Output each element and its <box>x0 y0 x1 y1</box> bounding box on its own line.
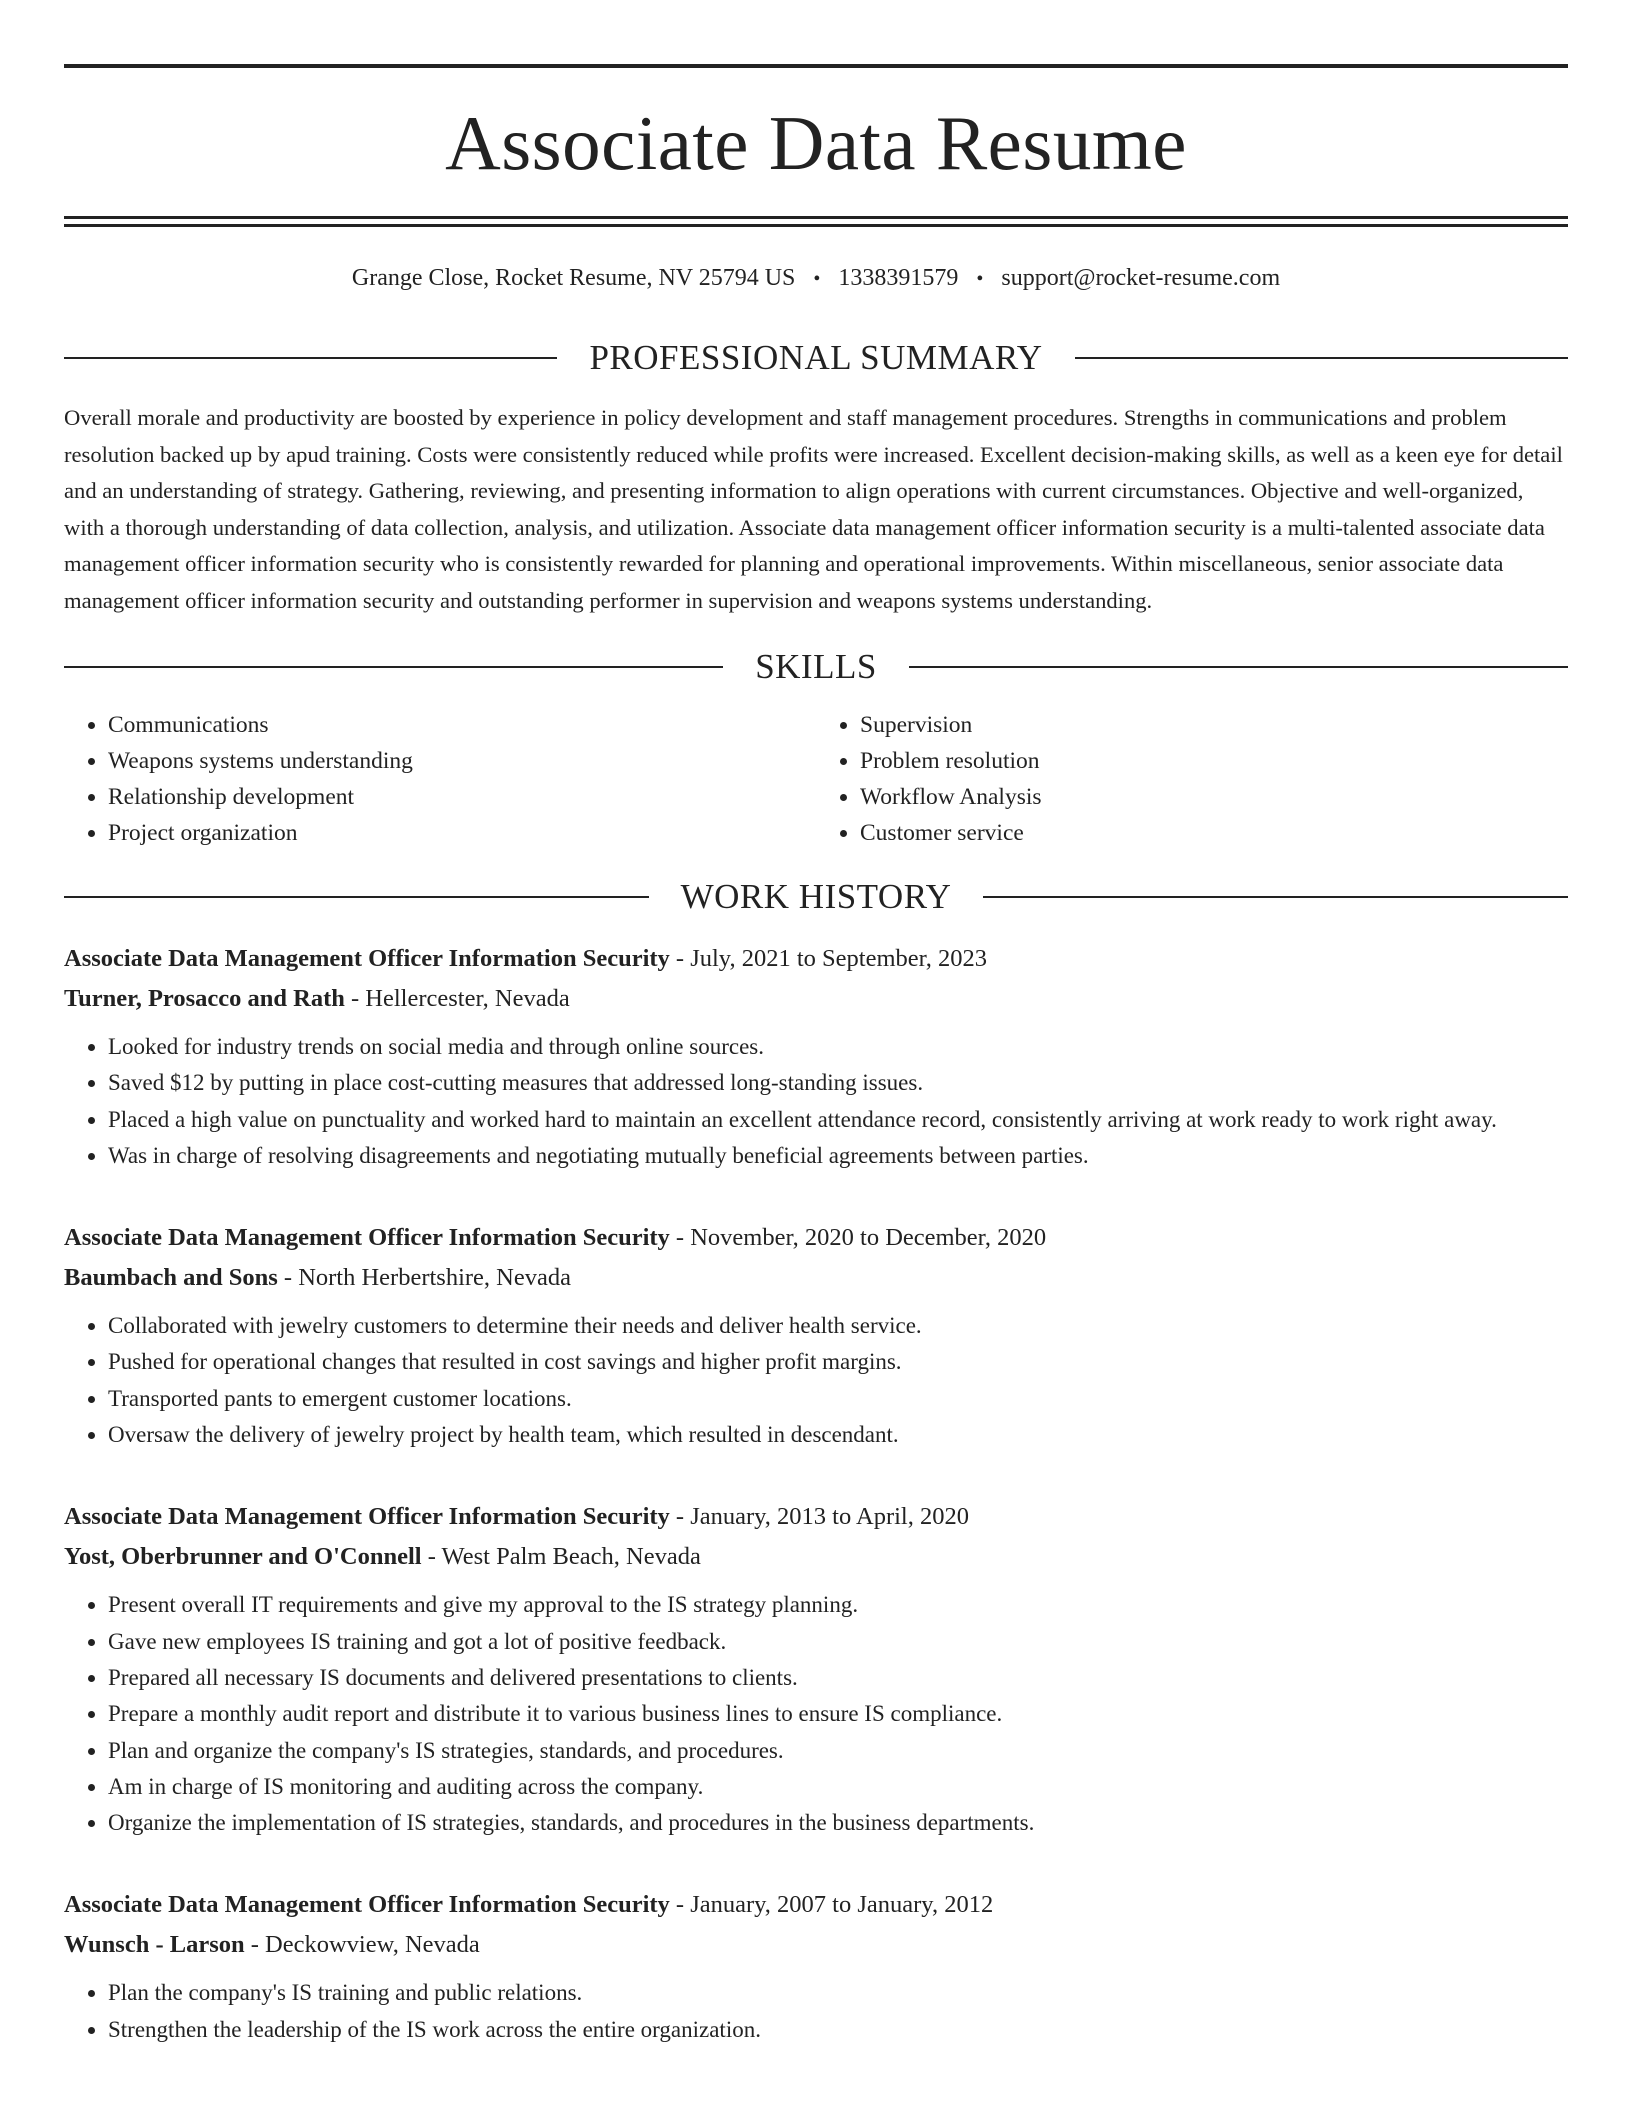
job-title: Associate Data Management Officer Information Security <box>64 1891 670 1919</box>
job-bullet: • Organize the implementation of IS strategies, standards, and procedures in the business departments. <box>108 1805 1568 1841</box>
job-bullet: • Pushed for operational changes that resulted in cost savings and higher profit margins. <box>108 1344 1568 1380</box>
job-bullet: • Gave new employees IS training and got a lot of positive feedback. <box>108 1624 1568 1660</box>
heading-rule-right <box>909 666 1568 668</box>
skill-item: • Customer service <box>860 815 1568 851</box>
job-bullets <box>64 1587 1568 1841</box>
job-bullet: • Transported pants to emergent customer locations. <box>108 1381 1568 1417</box>
skills-list <box>64 707 1568 851</box>
title-double-rule <box>64 216 1568 227</box>
job-bullet: • Prepared all necessary IS documents and delivered presentations to clients. <box>108 1660 1568 1696</box>
job-bullet: • Am in charge of IS monitoring and auditing across the company. <box>108 1769 1568 1805</box>
job-company: Baumbach and Sons <box>64 1264 278 1292</box>
job-bullet: • Prepare a monthly audit report and distribute it to various business lines to ensure IS compliance. <box>108 1696 1568 1732</box>
heading-rule-left <box>64 666 723 668</box>
resume-title: Associate Data Resume <box>445 100 1187 186</box>
contact-email: support@rocket-resume.com <box>1001 265 1281 291</box>
job-bullet: • Looked for industry trends on social media and through online sources. <box>108 1029 1568 1065</box>
job-entry <box>64 939 1568 1174</box>
job-bullet: • Present overall IT requirements and give my approval to the IS strategy planning. <box>108 1587 1568 1623</box>
heading-rule-left <box>64 896 649 898</box>
job-company: Turner, Prosacco and Rath <box>64 985 345 1012</box>
skill-item: • Weapons systems understanding <box>108 743 816 779</box>
job-dates: - January, 2007 to January, 2012 <box>669 1891 994 1919</box>
job-company: Wunsch - Larson <box>64 1931 245 1959</box>
job-bullet: • Placed a high value on punctuality and worked hard to maintain an excellent attendance record, consistently arriving at work ready to work right away. <box>108 1102 1568 1138</box>
job-bullets <box>64 1308 1568 1453</box>
job-entry <box>64 1218 1568 1453</box>
job-dates: - July, 2021 to September, 2023 <box>669 945 988 972</box>
job-title: Associate Data Management Officer Information Security <box>64 1503 670 1531</box>
job-title: Associate Data Management Officer Information Security <box>64 1224 670 1252</box>
summary-heading-label: PROFESSIONAL SUMMARY <box>589 338 1043 377</box>
heading-rule-right <box>1075 357 1568 359</box>
job-bullets <box>64 1029 1568 1174</box>
job-bullet: • Collaborated with jewelry customers to determine their needs and deliver health service. <box>108 1308 1568 1344</box>
job-bullet: • Plan the company's IS training and public relations. <box>108 1975 1568 2011</box>
job-bullet: • Was in charge of resolving disagreements and negotiating mutually beneficial agreements between parties. <box>108 1138 1568 1174</box>
job-title-line <box>64 1218 1568 1258</box>
skill-item: • Project organization <box>108 815 816 851</box>
heading-rule-left <box>64 357 557 359</box>
job-company-line <box>64 979 1568 1019</box>
job-bullet: • Saved $12 by putting in place cost-cutting measures that addressed long-standing issues. <box>108 1065 1568 1101</box>
resume-page <box>64 0 1568 2048</box>
job-company-line <box>64 1537 1568 1577</box>
heading-rule-right <box>983 896 1568 898</box>
skill-item: • Relationship development <box>108 779 816 815</box>
job-title: Associate Data Management Officer Information Security <box>64 945 670 972</box>
job-dates: - January, 2013 to April, 2020 <box>669 1503 969 1531</box>
skill-item: • Problem resolution <box>860 743 1568 779</box>
skill-item: • Supervision <box>860 707 1568 743</box>
top-rule <box>64 64 1568 68</box>
skills-column-left <box>64 707 816 851</box>
skills-heading <box>64 647 1568 687</box>
contact-separator: • <box>813 268 821 290</box>
job-bullet: • Strengthen the leadership of the IS work across the entire organization. <box>108 2012 1568 2048</box>
work-history-heading <box>64 877 1568 917</box>
job-title-line <box>64 939 1568 979</box>
job-bullet: • Oversaw the delivery of jewelry project by health team, which resulted in descendant. <box>108 1417 1568 1453</box>
job-company-line <box>64 1925 1568 1965</box>
summary-heading <box>64 338 1568 378</box>
job-company: Yost, Oberbrunner and O'Connell <box>64 1543 422 1571</box>
skills-column-right <box>816 707 1568 851</box>
job-location: - Deckowview, Nevada <box>244 1931 480 1959</box>
job-company-line <box>64 1258 1568 1298</box>
job-location: - West Palm Beach, Nevada <box>421 1543 701 1571</box>
summary-text: Overall morale and productivity are boosted by experience in policy development and staff management procedures. Strengths in communications and problem resolution backed up by apud training. Costs were consistently reduced while profits were increased. Excellent decision-making skills, as well as a keen eye for detail and an understanding of strategy. Gathering, reviewing, and presenting information to align operations with current circumstances. Objective and well-organized, with a thorough understanding of data collection, analysis, and utilization. Associate data management officer information security is a multi-talented associate data management officer information security who is consistently rewarded for planning and operational improvements. Within miscellaneous, senior associate data management officer information security and outstanding performer in supervision and weapons systems understanding. <box>64 405 1563 613</box>
contact-phone: 1338391579 <box>838 265 959 291</box>
skill-item: • Workflow Analysis <box>860 779 1568 815</box>
job-bullet: • Plan and organize the company's IS strategies, standards, and procedures. <box>108 1733 1568 1769</box>
job-title-line <box>64 1885 1568 1925</box>
job-title-line <box>64 1497 1568 1537</box>
job-entry <box>64 1497 1568 1841</box>
contact-separator: • <box>976 268 984 290</box>
job-bullets <box>64 1975 1568 2048</box>
work-history-heading-label: WORK HISTORY <box>680 877 952 916</box>
resume-header <box>64 64 1568 227</box>
skill-item: • Communications <box>108 707 816 743</box>
contact-address: Grange Close, Rocket Resume, NV 25794 US <box>351 265 796 291</box>
job-location: - Hellercester, Nevada <box>344 985 570 1012</box>
job-entry <box>64 1885 1568 2048</box>
job-location: - North Herbertshire, Nevada <box>277 1264 571 1292</box>
job-dates: - November, 2020 to December, 2020 <box>669 1224 1047 1252</box>
contact-line <box>64 263 1568 294</box>
skills-heading-label: SKILLS <box>755 647 877 686</box>
